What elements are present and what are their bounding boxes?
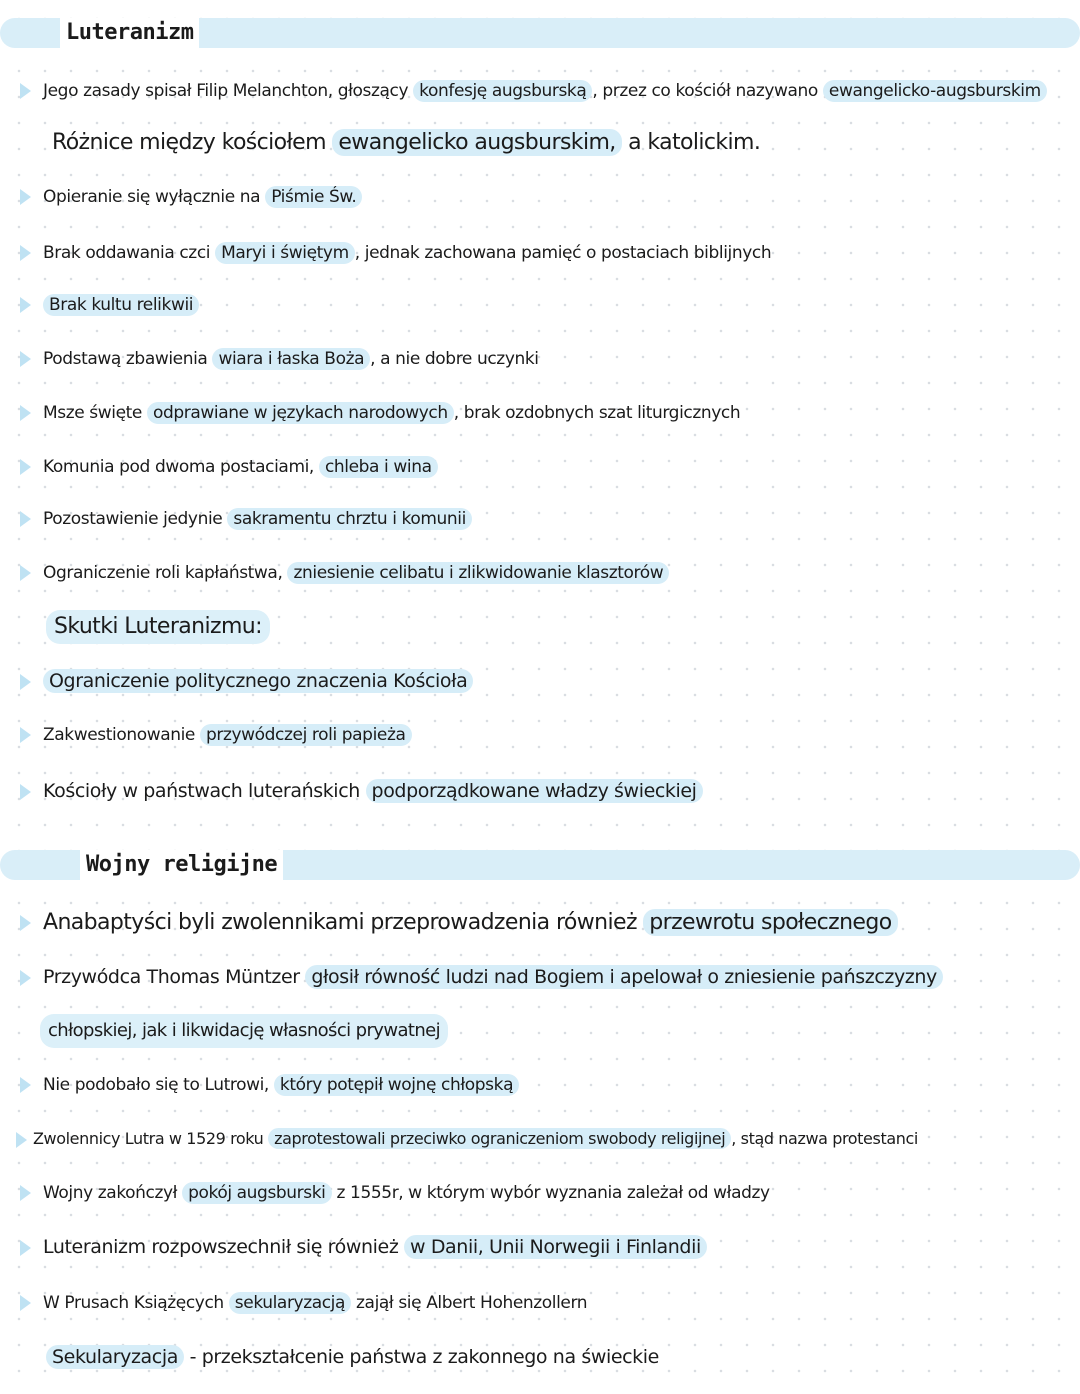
bullet-icon: [20, 565, 31, 581]
effects-title: Skutki Luteranizmu:: [46, 610, 270, 644]
differences-title: Różnice między kościołem ewangelicko augsburskim, a katolickim.: [52, 130, 761, 155]
list-item: Wojny zakończył pokój augsburski z 1555r, w którym wybór wyznania zależał od władzy: [20, 1178, 770, 1208]
list-item: Brak oddawania czci Maryi i świętym , jednak zachowana pamięć o postaciach biblijnych: [20, 238, 771, 268]
bullet-icon: [16, 1132, 27, 1148]
definition-line: Sekularyzacja - przekształcenie państwa z zakonnego na świeckie: [46, 1342, 659, 1372]
bullet-icon: [20, 727, 31, 743]
bullet-icon: [20, 915, 31, 931]
bullet-icon: [20, 784, 31, 800]
bullet-icon: [20, 459, 31, 475]
list-item: Kościoły w państwach luterańskich podporządkowane władzy świeckiej: [20, 776, 703, 806]
bullet-icon: [20, 405, 31, 421]
list-item: Zwolennicy Lutra w 1529 roku zaprotestowali przeciwko ograniczeniom swobody religijnej , stąd nazwa protestanci: [16, 1124, 918, 1154]
list-item: Podstawą zbawienia wiara i łaska Boża , a nie dobre uczynki: [20, 344, 539, 374]
list-item: Komunia pod dwoma postaciami, chleba i wina: [20, 452, 438, 482]
bullet-icon: [20, 1240, 31, 1256]
list-item: Przywódca Thomas Müntzer głosił równość ludzi nad Bogiem i apelował o zniesienie pańszczyzny: [20, 962, 943, 992]
intro-line: Jego zasady spisał Filip Melanchton, głoszący konfesję augsburską , przez co kościół nazywano ewangelicko-augsburskim: [20, 76, 1047, 106]
bullet-icon: [20, 511, 31, 527]
list-item: Ograniczenie roli kapłaństwa, zniesienie celibatu i zlikwidowanie klasztorów: [20, 558, 669, 588]
list-item: Ograniczenie politycznego znaczenia Kościoła: [20, 666, 473, 696]
section-heading-luteranizm: Luteranizm: [60, 18, 199, 48]
bullet-icon: [20, 351, 31, 367]
bullet-icon: [20, 297, 31, 313]
bullet-icon: [20, 1185, 31, 1201]
list-item: Msze święte odprawiane w językach narodowych , brak ozdobnych szat liturgicznych: [20, 398, 740, 428]
bullet-icon: [20, 245, 31, 261]
bullet-icon: [20, 1295, 31, 1311]
bullet-icon: [20, 189, 31, 205]
list-item: Pozostawienie jedynie sakramentu chrztu i komunii: [20, 504, 472, 534]
list-item: Brak kultu relikwii: [20, 290, 199, 320]
list-item: W Prusach Książęcych sekularyzacją zajął się Albert Hohenzollern: [20, 1288, 587, 1318]
list-item: Luteranizm rozpowszechnił się również w Danii, Unii Norwegii i Finlandii: [20, 1232, 707, 1262]
bullet-icon: [20, 674, 31, 690]
bullet-icon: [20, 1077, 31, 1093]
bullet-icon: [20, 970, 31, 986]
list-item: Opieranie się wyłącznie na Piśmie Św.: [20, 182, 362, 212]
section-heading-wojny: Wojny religijne: [80, 850, 283, 880]
bullet-icon: [20, 83, 31, 99]
continuation-line: chłopskiej, jak i likwidację własności prywatnej: [40, 1014, 448, 1048]
list-item: Nie podobało się to Lutrowi, który potępił wojnę chłopską: [20, 1070, 519, 1100]
list-item: Anabaptyści byli zwolennikami przeprowadzenia również przewrotu społecznego: [20, 908, 898, 938]
list-item: Zakwestionowanie przywódczej roli papieża: [20, 720, 412, 750]
